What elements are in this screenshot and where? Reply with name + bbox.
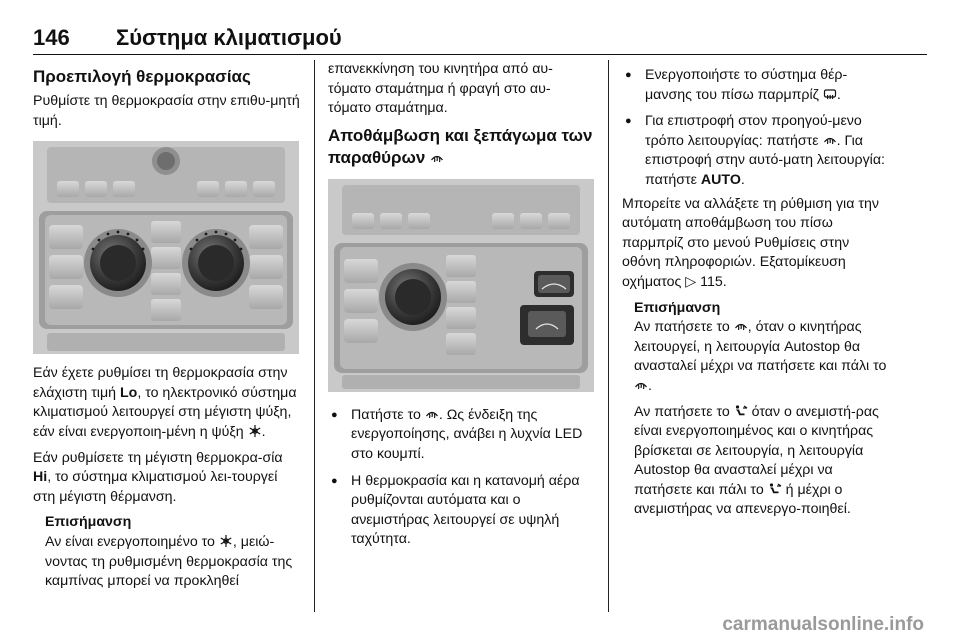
page-number: 146 [33,25,70,50]
windshield-defrost-icon [430,151,444,165]
continued-text: επανεκκίνηση του κινητήρα από αυ-τόματο σταμάτημα ή φραγή στο αυ-τόματο σταμάτημα. [328,61,553,117]
hi-setting-text: Εάν ρυθμίσετε τη μέγιστη θερμοκρα-σία Hi, το σύστημα κλιματισμού λει-τουργεί στη μέγιστη θέρμανση. [33,449,283,505]
windshield-defrost-icon [425,407,439,421]
page-title: Σύστημα κλιματισμού [116,25,342,50]
rear-defrost-list [622,66,890,191]
air-distribution-icon [768,482,782,496]
windshield-defrost-icon [823,133,837,147]
note-title: Επισήμανση [45,514,132,531]
page-reference: 115 [700,273,723,290]
note-text: Αν είναι ενεργοποιημένο το , μειώ-νοντας τη ρυθμισμένη θερμοκρασία της καμπίνας μπορεί να προκληθεί [45,533,293,590]
note-box [33,513,301,591]
defrost-steps-list [328,406,593,550]
intro-text: Ρυθμίστε τη θερμοκρασία στην επιθυ-μητή τιμή. [33,93,300,129]
page-header [33,21,927,55]
column-1 [33,60,301,592]
list-item: ● Για επιστροφή στον προηγού-μενο τρόπο λειτουργίας: πατήστε . Για επιστροφή στην αυτό-ματη λειτουργία: πατήστε AUTO. [622,112,890,190]
rear-window-heater-icon [823,87,837,101]
lo-setting-text: Εάν έχετε ρυθμίσει τη θερμοκρασία στην ελάχιστη τιμή Lo, το ηλεκτρονικό σύστημα κλιματισμού λειτουργεί στη μέγιστη ψύξη, εάν είναι ενεργοποιη-μένη η ψύξη . [33,365,297,440]
column-3 [622,60,890,520]
defrost-panel-illustration [328,179,594,392]
climate-panel-figure [33,141,299,354]
snowflake-icon [219,534,233,548]
note-box [622,299,890,521]
column-divider [608,60,609,612]
section-heading-defrost: Αποθάμβωση και ξεπάγωμα των παραθύρων [328,125,593,167]
note-title: Επισήμανση [634,299,721,316]
defrost-panel-figure [328,179,594,392]
settings-text: Μπορείτε να αλλάξετε τη ρύθμιση για την αυτόματη αποθάμβωση του πίσω παρμπρίζ στο μενού Ρυθμίσεις στην οθόνη πληροφοριών. Εξατομίκευση οχήματος ▷ 115. [622,195,879,290]
column-2 [328,60,593,550]
windshield-defrost-icon [634,378,648,392]
section-heading-temperature: Προεπιλογή θερμοκρασίας [33,67,251,86]
hi-label: Hi [33,469,48,486]
list-item: ● Η θερμοκρασία και η κατανομή αέρα ρυθμίζονται αυτόματα και ο ανεμιστήρας λειτουργεί σε υψηλή ταχύτητα. [328,472,593,550]
page-reference-arrow-icon: ▷ [685,273,697,290]
watermark: carmanualsonline.info [722,614,924,635]
note-text-2: Αν πατήσετε το όταν ο ανεμιστή-ρας είναι ενεργοποιημένος και ο κινητήρας βρίσκεται σε λειτουργία, η λειτουργία Autostop θα ανασταλεί μέχρι να πατήσετε και πάλι το ή μέχρι ο ανεμιστήρας να απενεργο-ποιηθεί. [634,403,879,518]
list-item: ● Πατήστε το . Ως ένδειξη της ενεργοποίησης, ανάβει η λυχνία LED στο κουμπί. [328,406,593,465]
column-divider [314,60,315,612]
auto-label: AUTO [700,171,741,188]
air-distribution-icon [734,404,748,418]
snowflake-icon [248,424,262,438]
note-text-1: Αν πατήσετε το , όταν ο κινητήρας λειτουργεί, η λειτουργία Autostop θα ανασταλεί μέχρι να πατήσετε και πάλι το . [634,319,887,394]
list-item: ● Ενεργοποιήστε το σύστημα θέρ-μανσης του πίσω παρμπρίζ . [622,66,890,105]
windshield-defrost-icon [734,319,748,333]
lo-label: Lo [119,384,138,401]
climate-panel-illustration [33,141,299,354]
